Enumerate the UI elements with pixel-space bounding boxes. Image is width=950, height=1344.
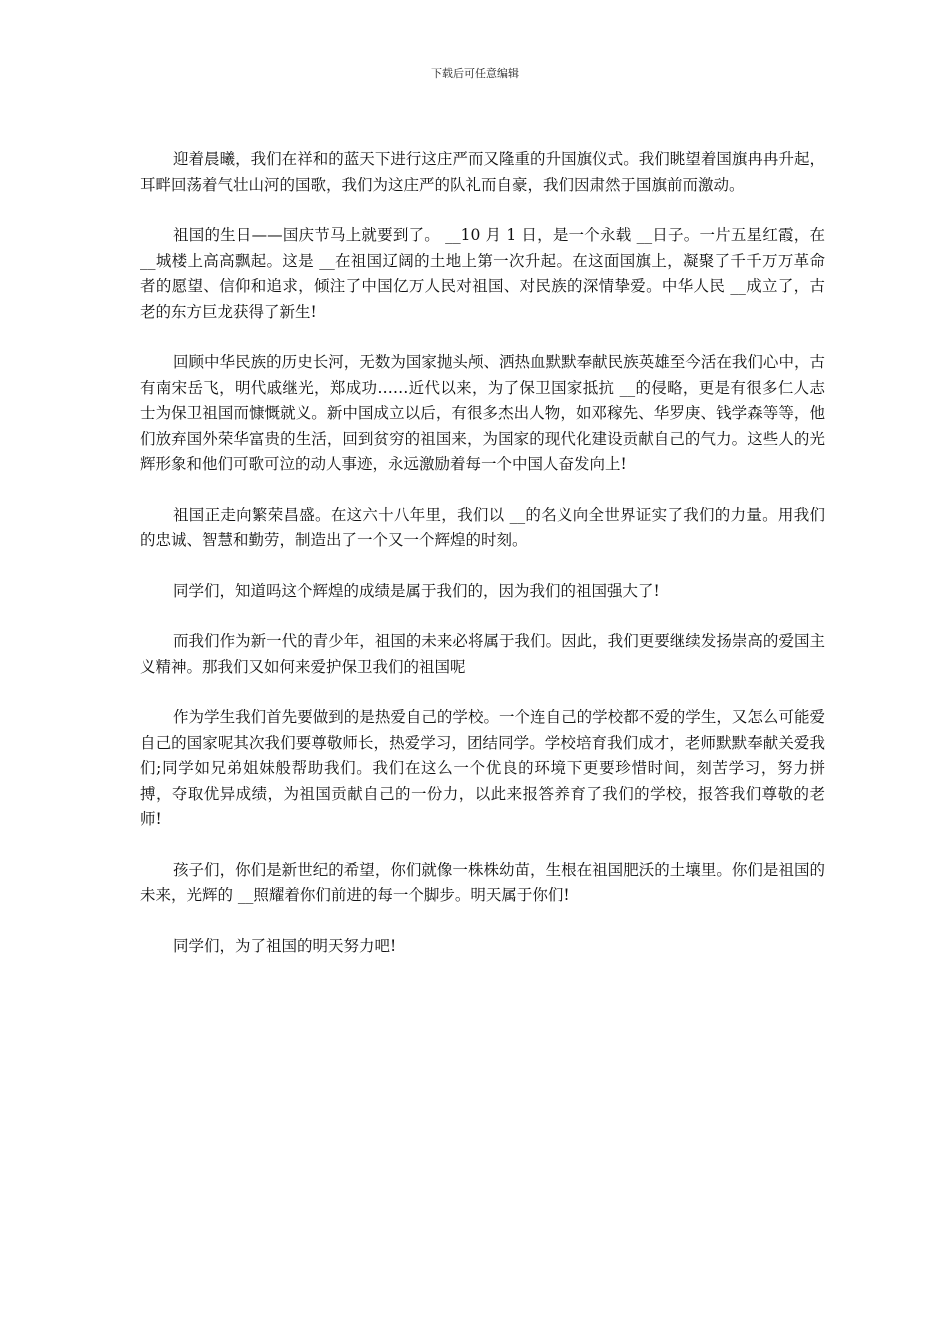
document-body: [140, 147, 825, 984]
paragraph: 而我们作为新一代的青少年，祖国的未来必将属于我们。因此，我们更要继续发扬崇高的爱国主义精神。那我们又如何来爱护保卫我们的祖国呢: [140, 632, 825, 676]
page-header: 下载后可任意编辑: [431, 67, 519, 80]
paragraph: 作为学生我们首先要做到的是热爱自己的学校。一个连自己的学校都不爱的学生，又怎么可能爱自己的国家呢其次我们要尊敬师长，热爱学习，团结同学。学校培育我们成才，老师默默奉献关爱我们;同学如兄弟姐妹般帮助我们。我们在这么一个优良的环境下更要珍惜时间，刻苦学习，努力拼搏，夺取优异成绩，为祖国贡献自己的一份力，以此来报答养育了我们的学校，报答我们尊敬的老师!: [140, 708, 825, 828]
paragraph: 同学们，知道吗这个辉煌的成绩是属于我们的，因为我们的祖国强大了!: [173, 581, 660, 600]
paragraph: 孩子们，你们是新世纪的希望，你们就像一株株幼苗，生根在祖国肥沃的土壤里。你们是祖国的未来，光辉的 __照耀着你们前进的每一个脚步。明天属于你们!: [140, 860, 825, 904]
paragraph: 同学们，为了祖国的明天努力吧!: [173, 936, 397, 955]
paragraph: 回顾中华民族的历史长河，无数为国家抛头颅、洒热血默默奉献民族英雄至今活在我们心中，古有南宋岳飞，明代戚继光，郑成功……近代以来，为了保卫国家抵抗 __的侵略，更是有很多仁人志士为保卫祖国而慷慨就义。新中国成立以后，有很多杰出人物，如邓稼先、华罗庚、钱学森等等，他们放弃国外荣华富贵的生活，回到贫穷的祖国来，为国家的现代化建设贡献自己的气力。这些人的光辉形象和他们可歌可泣的动人事迹，永远激励着每一个中国人奋发向上!: [140, 353, 825, 473]
paragraph: 祖国的生日——国庆节马上就要到了。 __10 月 1 日，是一个永载 __日子。一片五星红霞，在 __城楼上高高飘起。这是 __在祖国辽阔的土地上第一次升起。在这面国旗上，凝聚了千千万万革命者的愿望、信仰和追求，倾注了中国亿万人民对祖国、对民族的深情挚爱。中华人民 __成立了，古老的东方巨龙获得了新生!: [140, 226, 825, 321]
paragraph: 祖国正走向繁荣昌盛。在这六十八年里，我们以 __的名义向全世界证实了我们的力量。用我们的忠诚、智慧和勤劳，制造出了一个又一个辉煌的时刻。: [140, 505, 825, 549]
paragraph: 迎着晨曦，我们在祥和的蓝天下进行这庄严而又隆重的升国旗仪式。我们眺望着国旗冉冉升起，耳畔回荡着气壮山河的国歌，我们为这庄严的队礼而自豪，我们因肃然于国旗前而激动。: [140, 150, 825, 194]
